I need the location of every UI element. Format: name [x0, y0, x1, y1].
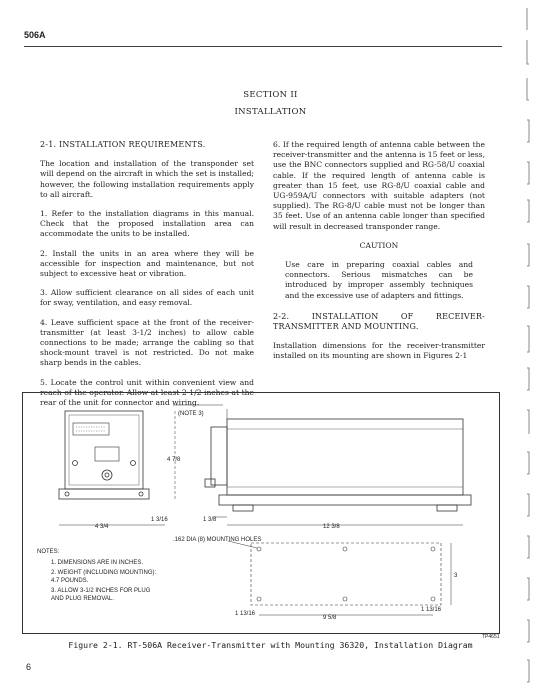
dim-front-small: 1 3/16 [151, 517, 168, 523]
dim-front-width: 4 3/4 [95, 524, 109, 530]
side-front-panel [211, 427, 227, 485]
dim-holes: .162 DIA (8) MOUNTING HOLES [173, 537, 262, 543]
side-knob [205, 479, 215, 487]
mounting-outline [251, 543, 441, 605]
dim-hole-edge-left: 1 13/16 [235, 611, 256, 617]
right-column [273, 140, 485, 371]
page-number: 6 [26, 662, 32, 672]
note-1: 1. DIMENSIONS ARE IN INCHES. [51, 559, 144, 566]
section-title: SECTION II [243, 90, 298, 100]
requirement-5: 5. Locate the control unit within convenient view and reach of the operator. Allow at least 2-1/2 inches at the rear of the unit for connector and wiring. [40, 377, 254, 408]
dim-mount-width: 3 [454, 573, 458, 579]
dim-offset-side: 1 3/8 [203, 517, 217, 523]
figure-notes [37, 549, 157, 606]
heading-2-2: 2-2. INSTALLATION OF RECEIVER-TRANSMITTER AND MOUNTING. [273, 311, 485, 332]
document-id: 506A [24, 30, 46, 40]
dim-hole-edge-right: 1 13/16 [421, 607, 442, 613]
binder-tab-marks [513, 0, 541, 700]
notes-title: NOTES: [37, 549, 60, 555]
tp-number: TP4651 [482, 634, 500, 640]
figure-caption: Figure 2-1. RT-506A Receiver-Transmitter with Mounting 36320, Installation Diagram [68, 640, 473, 650]
side-view-unit [227, 419, 463, 495]
left-column [40, 140, 254, 417]
side-mount-base [219, 495, 471, 505]
caution-title: CAUTION [359, 240, 399, 250]
heading-2-1: 2-1. INSTALLATION REQUIREMENTS. [40, 140, 206, 149]
note-3: 3. ALLOW 3-1/2 INCHES FOR PLUG AND PLUG REMOVAL. [51, 588, 151, 602]
requirement-1: 1. Refer to the installation diagrams in this manual. Check that the proposed installation area can accommodate the units to be installed. [40, 209, 254, 239]
requirement-6: 6. If the required length of antenna cable between the receiver-transmitter and the antenna is 15 feet or less, use the BNC connectors supplied and RG-58/U coaxial cable. If the required length of antenna cable is greater than 15 feet, use RG-8/U coaxial cable and UG-959A/U connectors with suitable adapters (not supplied). The RG-8/U cable must not be longer than 35 feet. Use of an antenna cable longer than specified will result in decreased transponder range. [273, 140, 485, 231]
dim-length: 12 3/8 [323, 524, 340, 530]
front-mount-base [59, 489, 149, 499]
dim-height: 4 7/8 [167, 457, 181, 463]
paragraph-2-2: Installation dimensions for the receiver-transmitter installed on its mounting are shown in Figures 2-1 [273, 341, 485, 361]
note-2: 2. WEIGHT (INCLUDING MOUNTING): 4.7 POUNDS. [51, 570, 157, 584]
dim-note3: (NOTE 3) [178, 411, 204, 417]
header-rule [24, 46, 502, 47]
intro-paragraph: The location and installation of the transponder set will depend on the aircraft in which the set is installed; however, the following installation requirements apply to all aircraft. [40, 159, 254, 199]
requirement-2: 2. Install the units in an area where they will be accessible for inspection and maintenance, but not subject to excessive heat or vibration. [40, 248, 254, 279]
bnc-connector [102, 470, 112, 480]
caution-text: Use care in preparing coaxial cables and connectors. Serious mismatches can be introduced by improper assembly techniques and the excessive use of adapters and fittings. [285, 260, 473, 300]
requirement-4: 4. Leave sufficient space at the front of the receiver-transmitter (at least 3-1/2 inches) to allow cable connections to be made; arrange the cabling so that shock-mount travel is not restricted. Do not make sharp bends in the cables. [40, 317, 254, 368]
front-connector [73, 423, 109, 435]
dim-hole-spacing: 9 5/8 [323, 615, 337, 621]
section-subtitle: INSTALLATION [234, 107, 307, 117]
installation-diagram [22, 392, 500, 634]
requirement-3: 3. Allow sufficient clearance on all sides of each unit for sway, ventilation, and easy removal. [40, 288, 254, 308]
